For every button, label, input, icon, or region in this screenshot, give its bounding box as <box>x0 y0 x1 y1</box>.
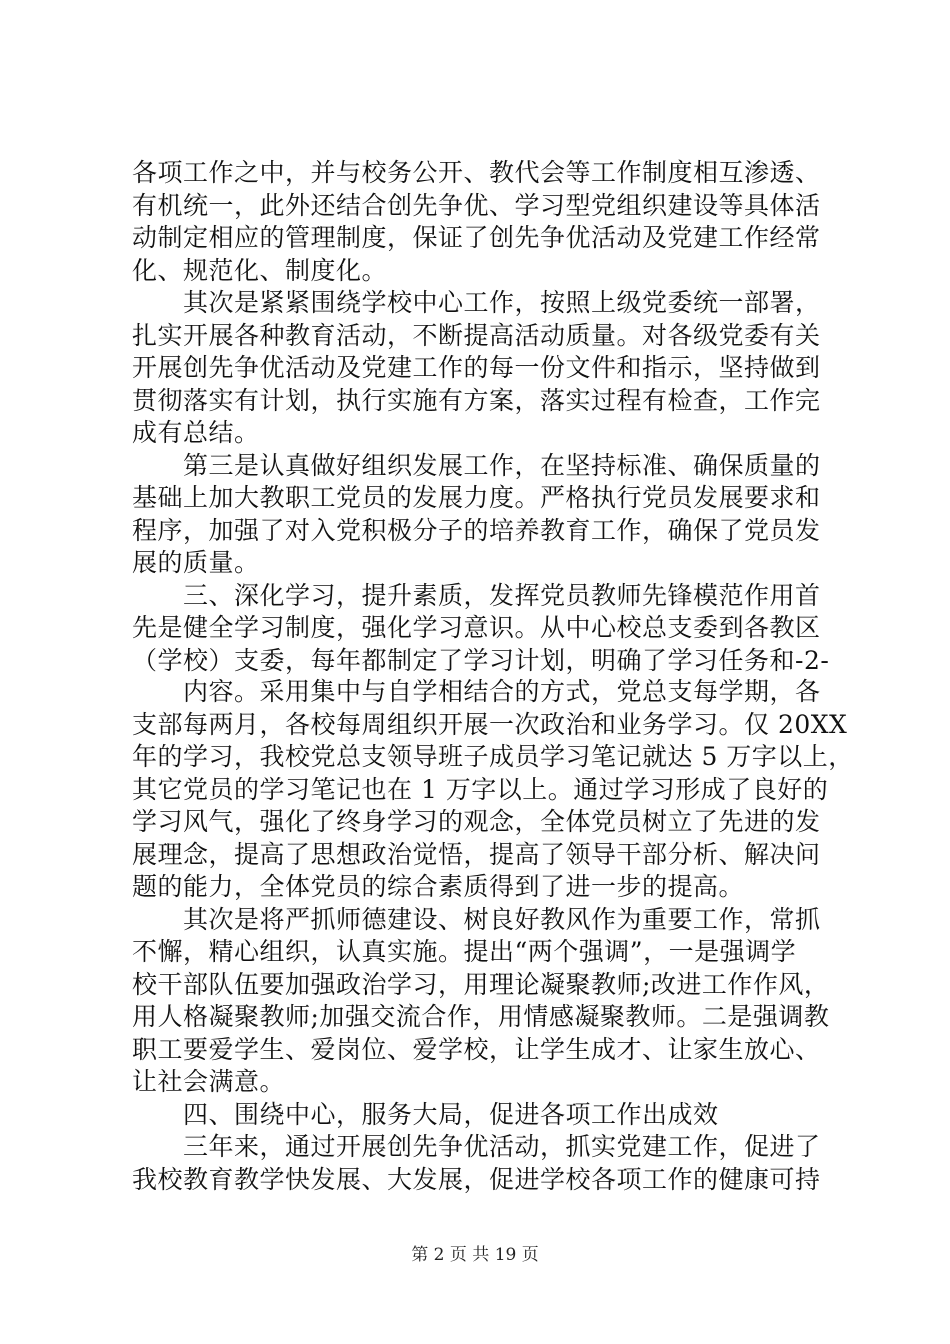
text-line: 展理念，提高了思想政治觉悟，提高了领导干部分析、解决问 <box>132 839 821 869</box>
text-line: 我校教育教学快发展、大发展，促进学校各项工作的健康可持 <box>132 1164 821 1194</box>
text-line: 职工要爱学生、爱岗位、爱学校，让学生成才、让家生放心、 <box>132 1034 821 1064</box>
text-line: 先是健全学习制度，强化学习意识。从中心校总支委到各教区 <box>132 613 821 642</box>
text-line: 展的质量。 <box>132 548 260 577</box>
text-line: 学习风气，强化了终身学习的观念，全体党员树立了先进的发 <box>132 807 821 836</box>
text-line: 用人格凝聚教师;加强交流合作，用情感凝聚教师。二是强调教 <box>132 1002 830 1031</box>
text-line: 其次是紧紧围绕学校中心工作，按照上级党委统一部署， <box>132 288 821 317</box>
text-line: 开展创先争优活动及党建工作的每一份文件和指示，坚持做到 <box>132 353 821 382</box>
text-line: 第三是认真做好组织发展工作，在坚持标准、确保质量的 <box>132 450 821 480</box>
text-line: 有机统一，此外还结合创先争优、学习型党组织建设等具体活 <box>132 190 821 220</box>
text-line: 化、规范化、制度化。 <box>132 255 388 285</box>
text-line: 三年来，通过开展创先争优活动，抓实党建工作，促进了 <box>132 1132 821 1161</box>
text-line: 四、围绕中心，服务大局，促进各项工作出成效 <box>132 1099 719 1129</box>
text-line: （学校）支委，每年都制定了学习计划，明确了学习任务和-2- <box>132 645 830 675</box>
text-line: 题的能力，全体党员的综合素质得到了进一步的提高。 <box>132 872 745 901</box>
text-line: 成有总结。 <box>132 418 260 447</box>
text-line: 基础上加大教职工党员的发展力度。严格执行党员发展要求和 <box>132 483 821 512</box>
page-number-footer: 第 2 页 共 19 页 <box>411 1245 539 1265</box>
text-line: 年的学习，我校党总支领导班子成员学习笔记就达 5 万字以上， <box>132 742 854 771</box>
text-line: 动制定相应的管理制度，保证了创先争优活动及党建工作经常 <box>132 223 821 252</box>
text-block-top <box>132 157 832 677</box>
text-block-bottom <box>132 676 854 1196</box>
text-line: 贯彻落实有计划，执行实施有方案，落实过程有检查，工作完 <box>132 385 821 415</box>
text-line: 校干部队伍要加强政治学习，用理论凝聚教师;改进工作作风， <box>132 969 830 999</box>
text-line: 三、深化学习，提升素质，发挥党员教师先锋模范作用首 <box>132 580 821 610</box>
text-line: 不懈，精心组织，认真实施。提出“两个强调”，一是强调学 <box>132 937 797 966</box>
text-line: 支部每两月，各校每周组织开展一次政治和业务学习。仅 20XX <box>132 709 848 739</box>
text-line: 其次是将严抓师德建设、树良好教风作为重要工作，常抓 <box>132 904 821 934</box>
text-line: 扎实开展各种教育活动，不断提高活动质量。对各级党委有关 <box>132 320 821 350</box>
text-line: 让社会满意。 <box>132 1067 286 1096</box>
text-line: 内容。采用集中与自学相结合的方式，党总支每学期，各 <box>132 677 821 706</box>
text-line: 各项工作之中，并与校务公开、教代会等工作制度相互渗透、 <box>132 158 821 187</box>
text-line: 其它党员的学习笔记也在 1 万字以上。通过学习形成了良好的 <box>132 774 829 804</box>
text-line: 程序，加强了对入党积极分子的培养教育工作，确保了党员发 <box>132 515 821 545</box>
